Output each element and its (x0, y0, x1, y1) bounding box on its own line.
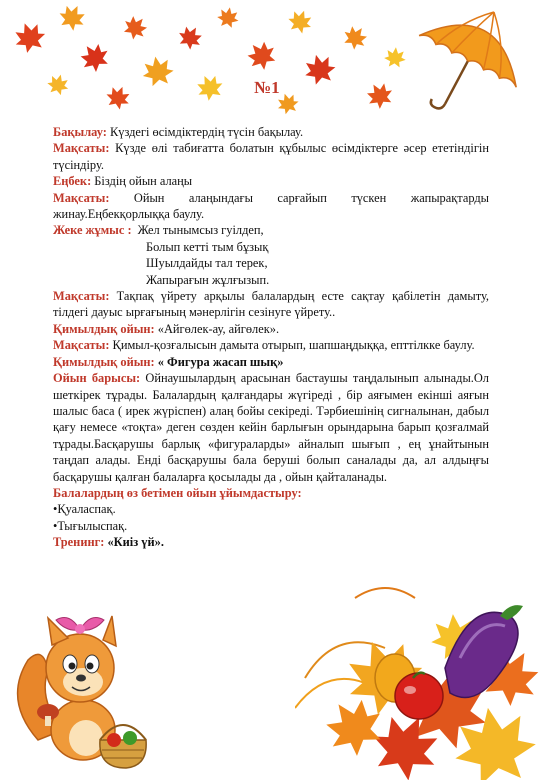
label-movement-game: Қимылдық ойын: (53, 321, 155, 336)
goal-line-2 (53, 190, 489, 223)
poem-line: Жел тынымсыз гуілдеп, (137, 223, 264, 238)
goal-line-1 (53, 140, 489, 173)
poem-line: Шуылдайды тал терек, (146, 256, 268, 271)
free-play-line (53, 485, 489, 501)
label-goal: Мақсаты: (53, 141, 110, 156)
label-goal: Мақсаты: (53, 289, 110, 304)
training-text: «Киіз үй». (104, 535, 164, 550)
maple-leaf-icon (10, 0, 407, 115)
movement-game-line-1 (53, 321, 489, 337)
umbrella-icon (400, 2, 540, 120)
label-goal: Мақсаты: (53, 338, 110, 353)
observation-text: Күздегі өсімдіктердің түсін бақылау. (106, 125, 304, 139)
goal-line-4 (53, 337, 489, 353)
list-item: •Қуаласпақ. (53, 502, 116, 517)
labor-line (53, 173, 489, 189)
label-game-progress: Ойын барысы: (53, 371, 141, 386)
poem-line: Жапырағын жұлғызып. (146, 272, 270, 287)
label-free-play: Балалардың өз бетімен ойын ұйымдастыру: (53, 485, 302, 500)
label-training: Тренинг: (53, 535, 105, 550)
label-movement-game: Қимылдық ойын: (53, 354, 155, 369)
game-progress-line (53, 370, 489, 485)
individual-work-line (53, 222, 489, 238)
movement-game-text-1: «Айгөлек-ау, айгөлек». (154, 321, 280, 336)
label-observation: Бақылау: (53, 125, 107, 139)
game-progress-text: Ойнаушылардың арасынан бастаушы таңдалынып алынады.Ол шеткірек тұрады. Балалардың қалғандары жүгіреді , бір аяғымен екінші аяғын шалыс баса ( ирек жүріспен) алаң бойы секіреді. Тәрбиешінің сигналынан, дабыл қағу немесе «тоқта» деген сөзден кейін барлығын орындарына барып қозғалмай тұрады.Басқарушы барлық «фигураларды» айналып шығып , ең ұнайтынын таңдап алады. Енді басқарушы бала беруші болып саналады да, ал алдыңғы басқарушы қалған балаларға қосылады да , ойын қайталанады. (53, 371, 489, 484)
label-individual-work: Жеке жұмыс : (53, 223, 132, 238)
goal-text-1: Күзде өлі табиғатта болатын құбылыс өсімдіктерге әсер ететіндігін түсіндіру. (53, 141, 489, 172)
goal-text-4: Қимыл-қозғалысын дамыта отырып, шапшаңдыққа, епттілкке баулу. (109, 338, 475, 353)
labor-text: Біздің ойын алаңы (91, 174, 193, 189)
goal-line-3 (53, 288, 489, 321)
training-line (53, 534, 489, 550)
movement-game-line-2 (53, 354, 489, 370)
observation-line (53, 124, 489, 140)
page-number: №1 (254, 78, 280, 97)
lesson-plan-text (53, 124, 489, 551)
label-goal: Мақсаты: (53, 190, 110, 205)
autumn-harvest-icon (295, 558, 540, 780)
goal-text-3: Тақпақ үйрету арқылы балалардың есте сақтау қабілетін дамыту, тілдегі дауыс ырғағының мәнерлігін сезінуге үйрету.. (53, 289, 489, 320)
squirrel-icon (8, 590, 158, 775)
list-item: •Тығылыспақ. (53, 518, 128, 533)
label-labor: Еңбек: (53, 174, 92, 189)
poem-line: Болып кетті тым бұзық (146, 239, 269, 254)
goal-text-2: Ойын алаңындағы сарғайып түскен жапырақтарды жинау.Еңбекқорлыққа баулу. (53, 190, 489, 222)
movement-game-text-2: « Фигура жасап шық» (154, 354, 284, 369)
